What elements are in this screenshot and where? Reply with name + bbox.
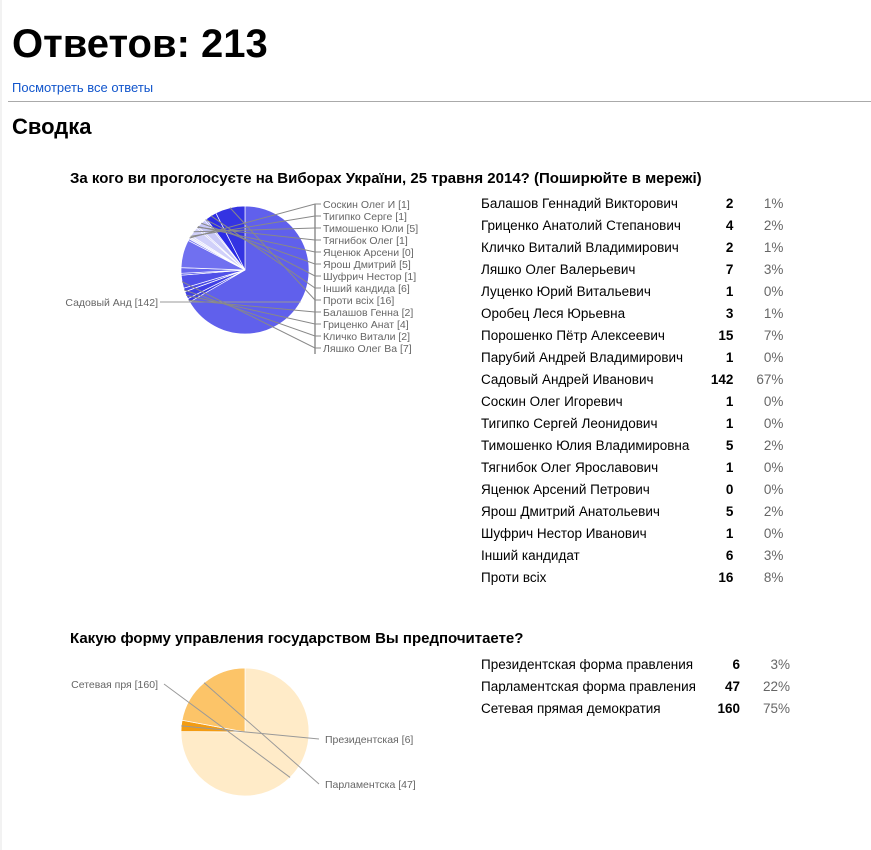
response-percent: 1% [763,239,784,255]
response-count: 2 [725,195,734,211]
view-all-responses-link[interactable]: Посмотреть все ответы [12,80,154,95]
response-percent: 0% [763,459,784,475]
response-count: 1 [725,393,734,409]
response-count: 6 [725,547,734,563]
response-count: 1 [725,415,734,431]
result-row [481,390,783,412]
response-count: 6 [732,656,740,672]
option-label: Ярош Дмитрий Анатольевич [481,503,660,519]
result-row [481,192,783,214]
result-row [481,478,783,500]
response-percent: 2% [763,217,784,233]
option-label: Тягнибок Олег Ярославович [481,459,659,475]
pie-label-тигипко-серге-1: Тигипко Серге [1] [323,211,407,223]
response-percent: 8% [763,569,784,585]
pie-label-балашов-генна-2: Балашов Генна [2] [323,307,414,319]
results-table [481,192,783,588]
result-row [481,500,783,522]
response-percent: 0% [763,525,784,541]
response-percent: 75% [762,700,790,716]
pie-label-президентская-6: Президентская [6] [325,734,414,746]
option-label: Гриценко Анатолий Степанович [481,217,681,233]
response-count: 1 [725,349,734,365]
result-row [481,544,783,566]
result-row [481,258,783,280]
page-title: Ответов: 213 [12,22,268,66]
pie-label-шуфрич-нестор-1: Шуфрич Нестор [1] [323,271,417,283]
option-label: Проти всіх [481,569,547,585]
option-label: Садовый Андрей Иванович [481,371,654,387]
response-count: 160 [717,700,740,716]
response-percent: 0% [763,349,784,365]
result-row [481,346,783,368]
option-label: Шуфрич Нестор Иванович [481,525,647,541]
response-count: 5 [725,437,734,453]
response-count: 47 [724,678,740,694]
pie-label-яценюк-арсени-0: Яценюк Арсени [0] [323,247,414,259]
response-count: 16 [718,569,734,585]
question-title: Какую форму управления государством Вы предпочитаете? [70,630,524,647]
option-label: Оробец Леся Юрьевна [481,305,626,321]
response-percent: 3% [770,656,790,672]
response-count: 142 [710,371,734,387]
option-label: Луценко Юрий Витальевич [481,283,651,299]
response-count: 1 [725,525,734,541]
response-count: 3 [725,305,734,321]
response-percent: 0% [763,283,784,299]
response-count: 0 [725,481,734,497]
option-label: Інший кандидат [481,547,580,563]
response-percent: 2% [763,503,784,519]
result-row [481,456,783,478]
result-row [481,675,790,697]
option-label: Парламентская форма правления [481,678,696,694]
response-percent: 3% [763,261,784,277]
pie-label-гриценко-анат-4: Гриценко Анат [4] [323,319,409,331]
option-label: Кличко Виталий Владимирович [481,239,679,255]
pie-label-ляшко-олег-ва-7: Ляшко Олег Ва [7] [323,343,412,355]
pie-chart [60,660,420,810]
response-percent: 22% [762,678,790,694]
result-row [481,368,783,390]
option-label: Ляшко Олег Валерьевич [481,261,636,277]
pie-label-соскин-олег-и-1: Соскин Олег И [1] [323,199,410,211]
pie-label-проти-всіх-16: Проти всіх [16] [323,295,395,307]
option-label: Тимошенко Юлия Владимировна [481,437,690,453]
left-edge [0,0,2,850]
response-percent: 0% [763,481,784,497]
pie-label-тимошенко-юли-5: Тимошенко Юли [5] [323,223,419,235]
pie-label-парламентска-47: Парламентска [47] [325,779,416,791]
pie-label-садовый-анд-142: Садовый Анд [142] [65,297,158,309]
response-percent: 0% [763,393,784,409]
response-count: 4 [725,217,734,233]
option-label: Президентская форма правления [481,656,694,672]
result-row [481,412,783,434]
response-percent: 67% [756,371,784,387]
summary-title: Сводка [12,114,92,139]
response-percent: 7% [763,327,784,343]
results-table [481,653,790,719]
option-label: Яценюк Арсений Петрович [481,481,650,497]
option-label: Порошенко Пётр Алексеевич [481,327,665,343]
result-row [481,434,783,456]
response-count: 7 [725,261,734,277]
response-percent: 1% [763,195,784,211]
result-row [481,522,783,544]
result-row [481,566,783,588]
pie-label-інший-кандида-6: Інший кандида [6] [323,283,410,295]
response-percent: 1% [763,305,784,321]
option-label: Сетевая прямая демократия [481,700,661,716]
response-count: 2 [725,239,734,255]
response-count: 5 [725,503,734,519]
pie-chart [60,192,420,355]
response-percent: 0% [763,415,784,431]
divider [8,101,871,102]
result-row [481,697,790,719]
response-percent: 3% [763,547,784,563]
pie-label-тягнибок-олег-1: Тягнибок Олег [1] [323,235,408,247]
response-percent: 2% [763,437,784,453]
option-label: Тигипко Сергей Леонидович [481,415,658,431]
result-row [481,653,790,675]
option-label: Соскин Олег Игоревич [481,393,623,409]
pie-label-ярош-дмитрий-5: Ярош Дмитрий [5] [323,259,411,271]
response-count: 1 [725,283,734,299]
result-row [481,236,783,258]
option-label: Балашов Геннадий Викторович [481,195,678,211]
result-row [481,302,783,324]
pie-label-кличко-витали-2: Кличко Витали [2] [323,331,411,343]
result-row [481,214,783,236]
question-title: За кого ви проголосуєте на Виборах України, 25 травня 2014? (Поширюйте в мережі) [70,170,702,187]
response-count: 1 [725,459,734,475]
response-count: 15 [718,327,734,343]
result-row [481,280,783,302]
pie-label-сетевая-пря-160: Сетевая пря [160] [71,679,158,691]
result-row [481,324,783,346]
option-label: Парубий Андрей Владимирович [481,349,684,365]
